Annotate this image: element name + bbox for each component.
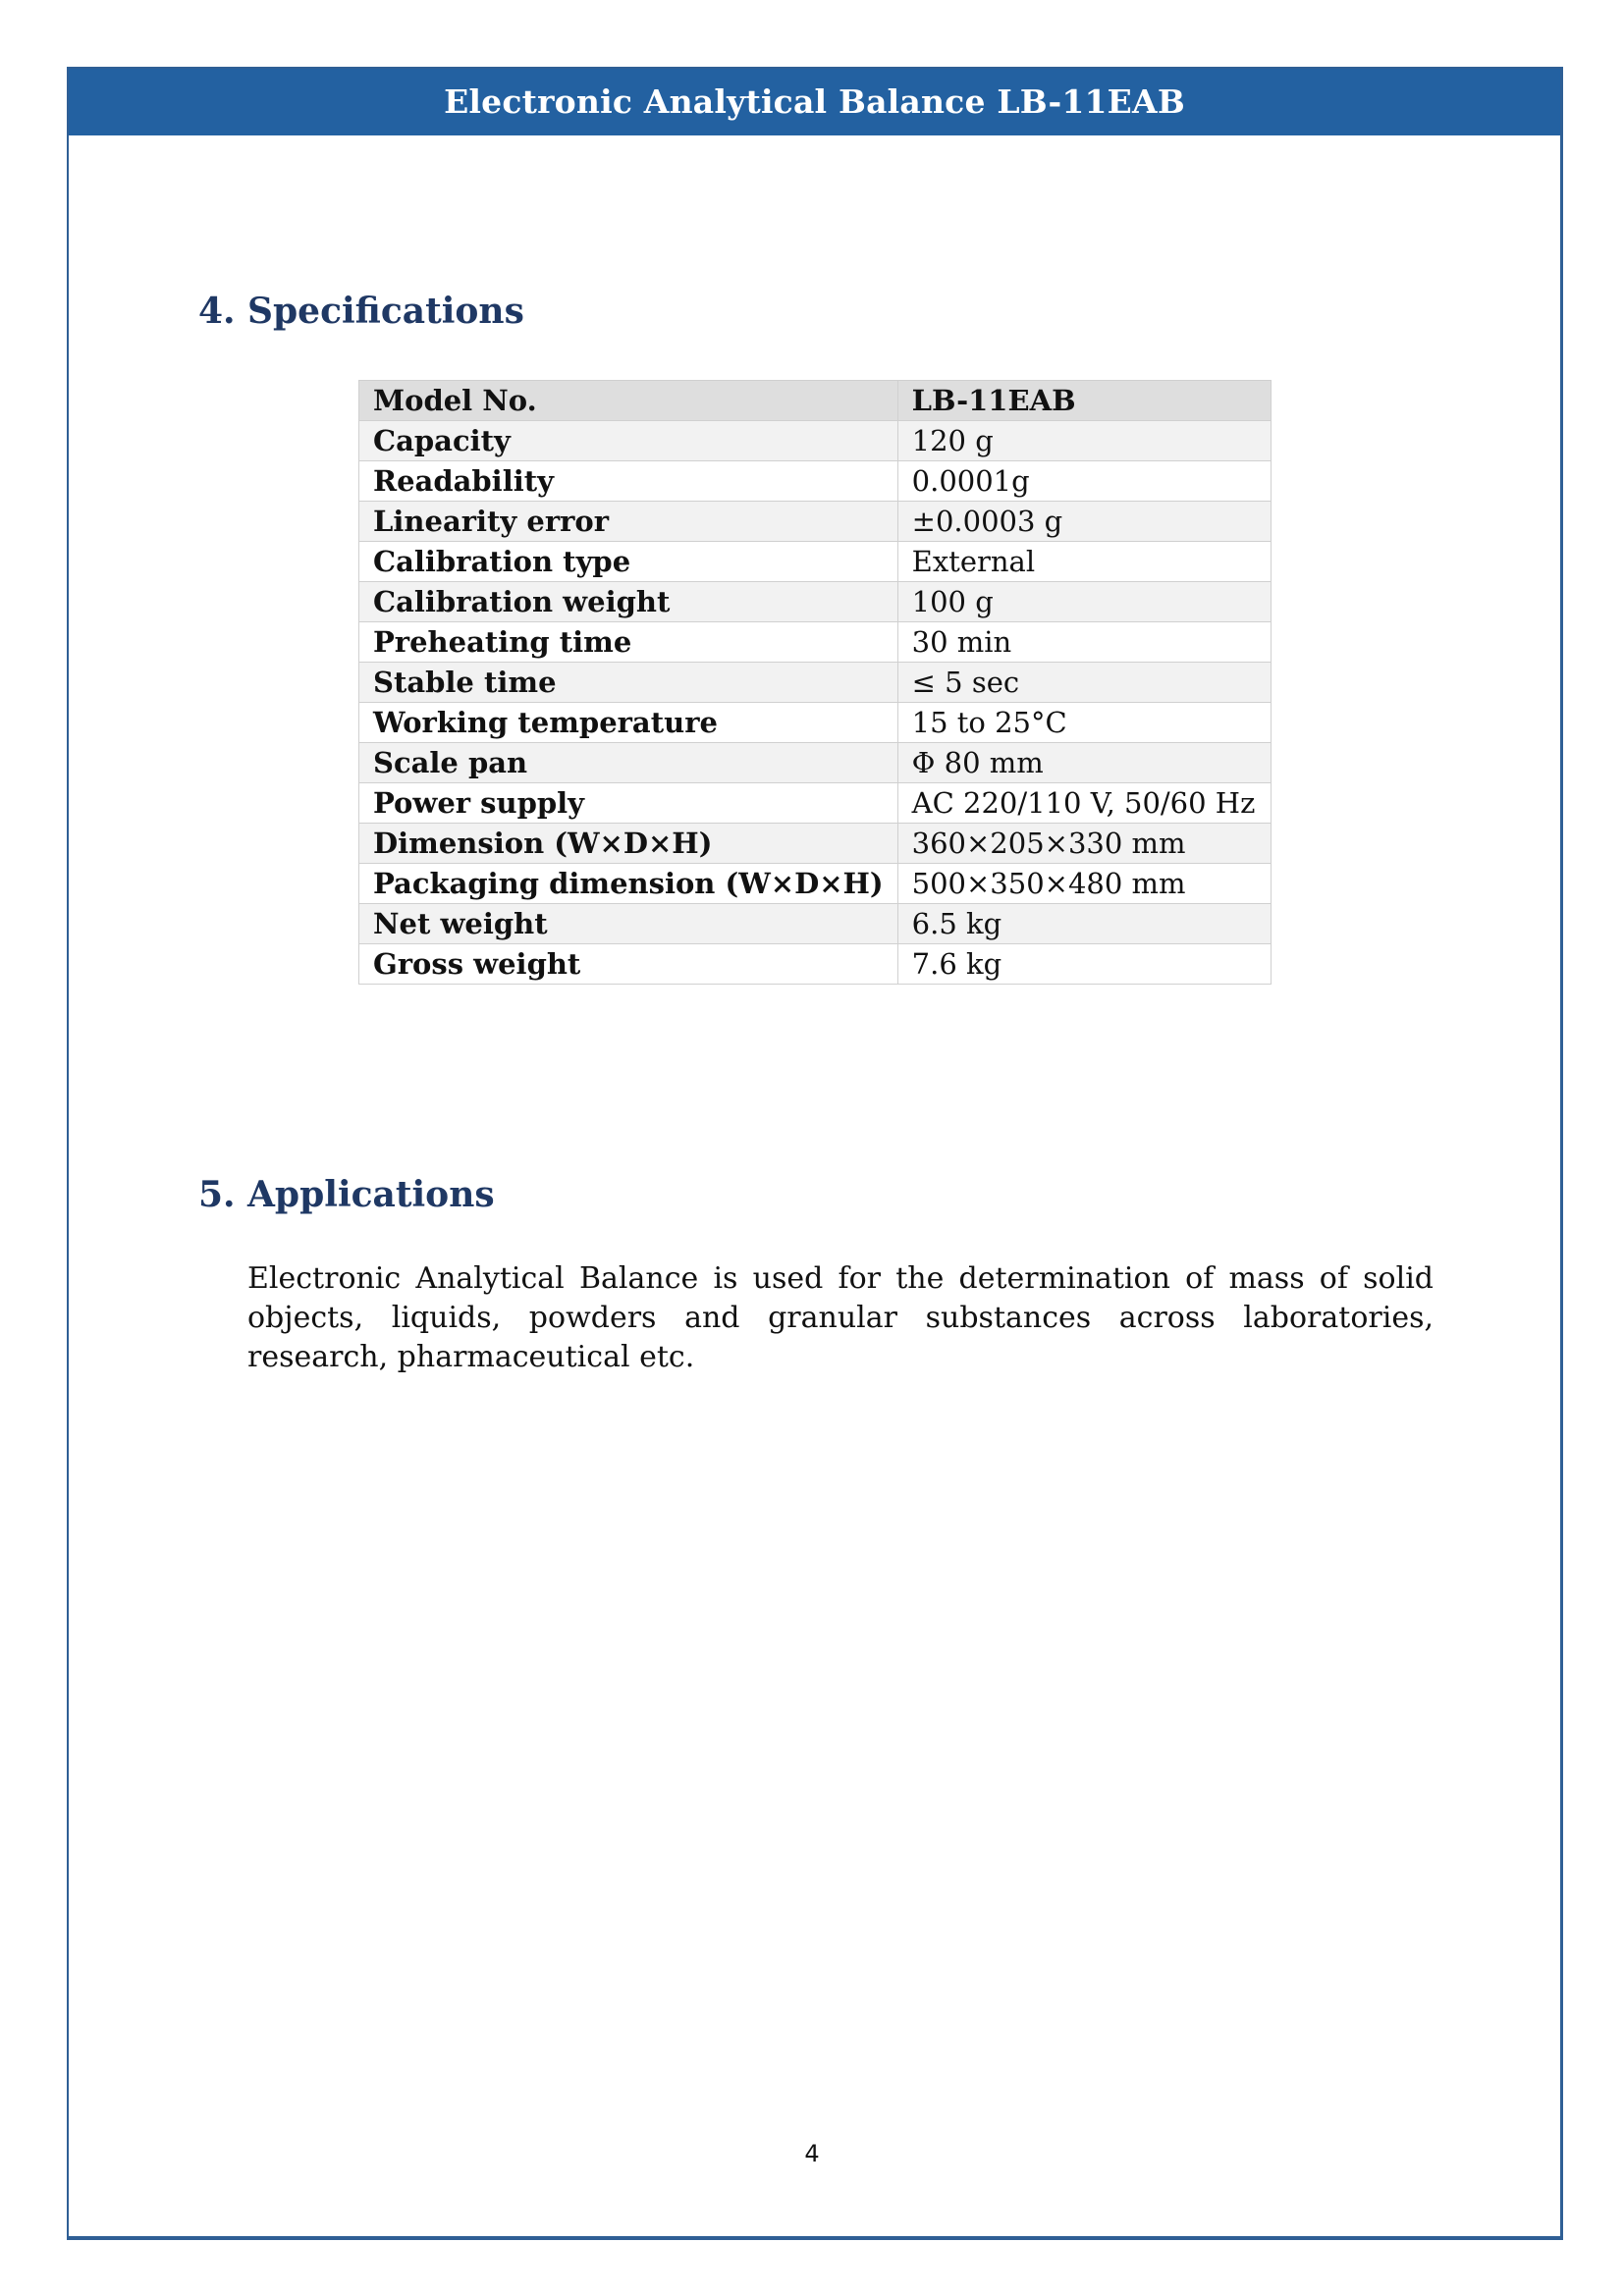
spec-value: 30 min [897,622,1271,663]
spec-value: 6.5 kg [897,904,1271,944]
spec-value: AC 220/110 V, 50/60 Hz [897,783,1271,824]
table-row [359,582,1272,622]
spec-value: 0.0001g [897,461,1271,502]
spec-value: 15 to 25°C [897,703,1271,743]
table-row [359,783,1272,824]
table-header-row [359,381,1272,421]
table-header-value: LB-11EAB [897,381,1271,421]
applications-paragraph: Electronic Analytical Balance is used for the determination of mass of solid objects, liquids, powders and granular substances across laboratories, research, pharmaceutical etc. [247,1261,1434,1374]
table-row [359,461,1272,502]
specifications-heading-title: Specifications [247,291,524,332]
spec-label: Linearity error [359,502,898,542]
spec-label: Calibration weight [359,582,898,622]
spec-label: Readability [359,461,898,502]
table-row [359,703,1272,743]
spec-label: Power supply [359,783,898,824]
table-row [359,542,1272,582]
spec-value: 500×350×480 mm [897,864,1271,904]
specifications-heading [198,291,524,332]
specifications-table [358,380,1272,985]
spec-label: Net weight [359,904,898,944]
spec-value: ≤ 5 sec [897,663,1271,703]
table-row [359,622,1272,663]
applications-heading [198,1174,495,1215]
table-row [359,421,1272,461]
page-number: 4 [804,2140,820,2167]
spec-label: Calibration type [359,542,898,582]
spec-value: ±0.0003 g [897,502,1271,542]
spec-label: Stable time [359,663,898,703]
table-row [359,502,1272,542]
spec-label: Scale pan [359,743,898,783]
table-row [359,944,1272,985]
spec-label: Preheating time [359,622,898,663]
spec-value: 360×205×330 mm [897,824,1271,864]
table-row [359,824,1272,864]
table-row [359,864,1272,904]
spec-label: Capacity [359,421,898,461]
applications-heading-title: Applications [247,1174,495,1215]
table-header-label: Model No. [359,381,898,421]
spec-label: Packaging dimension (W×D×H) [359,864,898,904]
table-row [359,904,1272,944]
table-row [359,743,1272,783]
document-title: Electronic Analytical Balance LB-11EAB [69,69,1560,135]
spec-label: Gross weight [359,944,898,985]
spec-value: External [897,542,1271,582]
spec-value: 120 g [897,421,1271,461]
spec-label: Working temperature [359,703,898,743]
specifications-heading-number: 4. [198,291,236,332]
applications-heading-number: 5. [198,1174,236,1215]
spec-value: 7.6 kg [897,944,1271,985]
spec-value: 100 g [897,582,1271,622]
spec-value: Φ 80 mm [897,743,1271,783]
table-row [359,663,1272,703]
spec-label: Dimension (W×D×H) [359,824,898,864]
